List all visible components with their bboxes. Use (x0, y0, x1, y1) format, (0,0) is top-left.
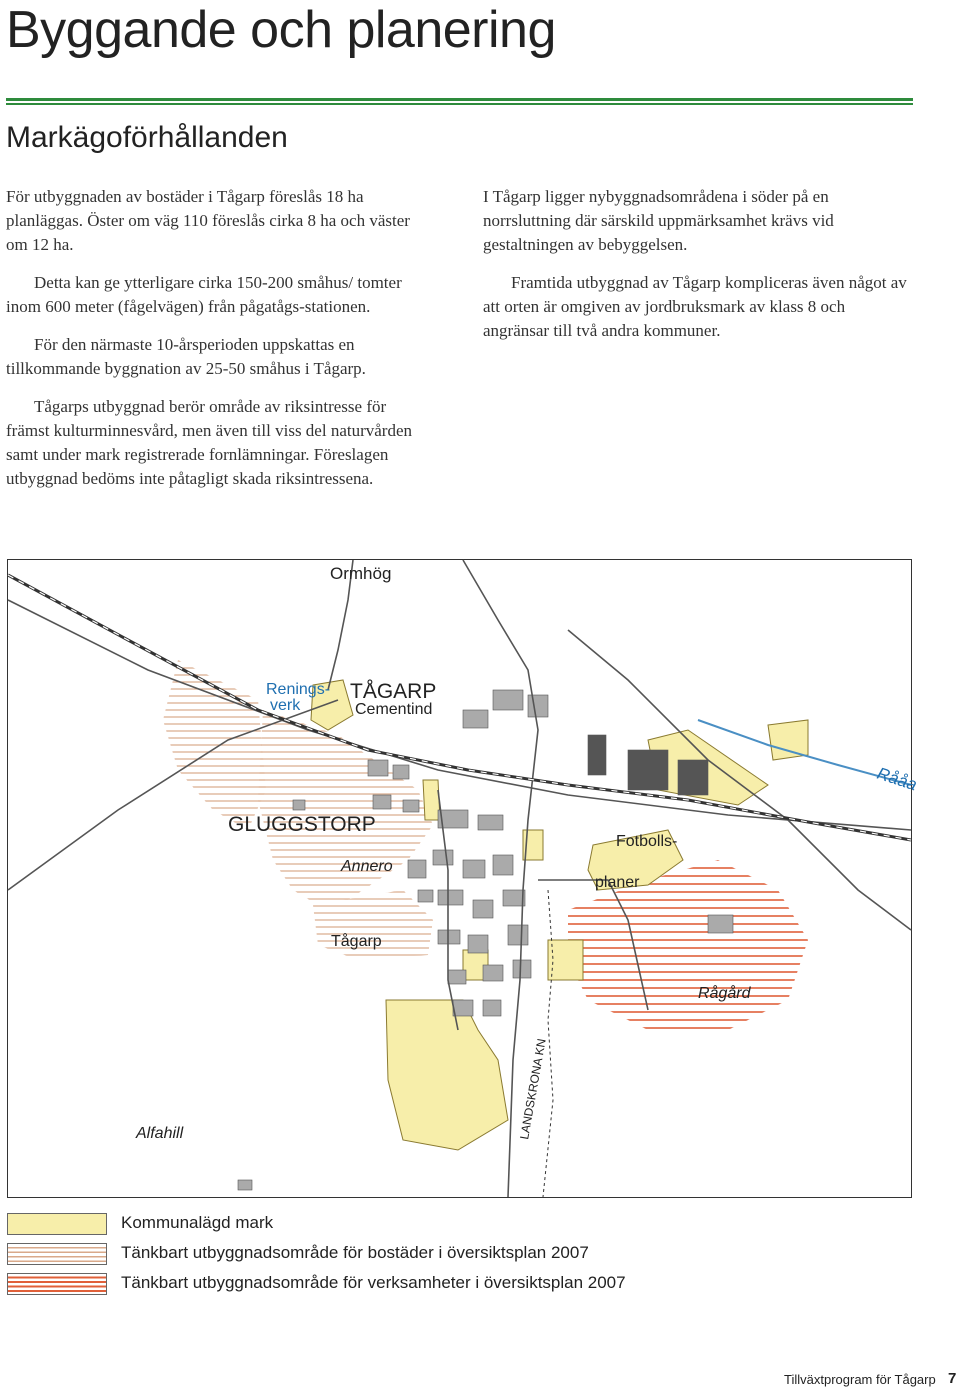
left-text-column (6, 185, 426, 505)
paragraph: Detta kan ge ytterligare cirka 150-200 småhus/ tomter inom 600 meter (fågelvägen) från pågatågs-stationen. (6, 273, 402, 316)
legend-swatch-municipal (7, 1213, 107, 1235)
map-label-fotbolls: Fotbolls- (616, 833, 678, 850)
legend-label: Tänkbart utbyggnadsområde för verksamheter i översiktsplan 2007 (121, 1273, 626, 1292)
land-ownership-map (7, 559, 920, 1198)
paragraph: I Tågarp ligger nybyggnadsområdena i söder på en norrsluttning där särskild uppmärksamhet krävs vid gestaltningen av bebyggelsen. (483, 187, 834, 254)
paragraph: Framtida utbyggnad av Tågarp kompliceras även något av att orten är omgiven av jordbruksmark av klass 8 och angränsar till två andra kommuner. (483, 273, 907, 340)
legend-label: Tänkbart utbyggnadsområde för bostäder i översiktsplan 2007 (121, 1243, 589, 1262)
map-label-tagarp: Tågarp (331, 933, 382, 950)
map-label-cementind: Cementind (355, 701, 433, 718)
map-label-ormhog: Ormhög (330, 564, 392, 583)
section-heading: Markägoförhållanden (6, 121, 288, 154)
map-label-gluggstorp: GLUGGSTORP (228, 813, 376, 836)
paragraph: För den närmaste 10-årsperioden uppskattas en tillkommande byggnation av 25-50 småhus i Tågarp. (6, 335, 366, 378)
map-label-annero: Annero (341, 858, 393, 875)
title-divider (6, 98, 913, 106)
map-label-ragard: Rågård (698, 985, 751, 1002)
legend-swatch-residential (7, 1243, 107, 1265)
map-label-landskrona: LANDSKRONA KN (517, 1037, 549, 1141)
legend-item-residential (7, 1241, 907, 1269)
paragraph: För utbyggnaden av bostäder i Tågarp föreslås 18 ha planläggas. Öster om väg 110 föreslås cirka 8 ha och väster om 12 ha. (6, 187, 410, 254)
footer-label: Tillväxtprogram för Tågarp (784, 1372, 936, 1387)
paragraph: Tågarps utbyggnad berör område av riksintresse för främst kulturminnesvård, men även till viss del naturvården samt under mark registrerade fornlämningar. Föreslagen utbyggnad bedöms inte påtagligt skada riksintressena. (6, 397, 413, 488)
map-label-raan: Rååa (874, 763, 920, 795)
map-label-planer: planer (595, 874, 640, 891)
page-number: 7 (948, 1370, 957, 1387)
railway (8, 575, 911, 840)
map-label-tagarp-caps: TÅGARP (350, 680, 437, 703)
legend-label: Kommunalägd mark (121, 1213, 274, 1232)
map-label-alfahill: Alfahill (136, 1125, 184, 1142)
page-title: Byggande och planering (6, 1, 556, 59)
map-label-verk: verk (270, 697, 301, 714)
map-label-renings: Renings- (266, 681, 331, 698)
legend-swatch-business (7, 1273, 107, 1295)
legend-item-business (7, 1271, 907, 1299)
right-text-column (483, 185, 913, 357)
legend-item-municipal (7, 1211, 907, 1239)
